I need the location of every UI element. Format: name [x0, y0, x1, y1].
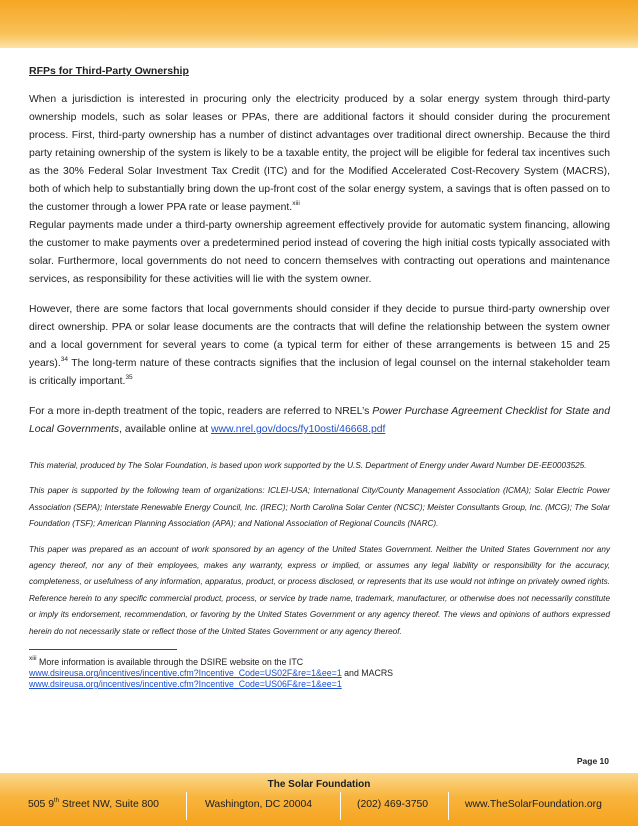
paragraph-2-text: Regular payments made under a third-party ownership agreement effectively provide for automatic system financing, allowing the customer to make payments over a predetermined period instead of covering the high initial costs typically associated with solar. Furthermore, local governments do not need to concern themselves with contracting out operations and maintenance services, as responsibility for these activities will lie with the system owner. [29, 220, 610, 285]
nrel-checklist-title: Power Purchase Agreement Checklist for State and Local Governments [29, 406, 610, 435]
page-number: Page 10 [576, 756, 609, 766]
disclaimer-government: This paper was prepared as an account of work sponsored by an agency of the United States Government. Neither the United States Government nor any agency thereof, nor any of their employees, makes any warranty, express or implied, or assumes any legal liability or responsibility for the accuracy, completeness, or usefulness of any information, apparatus, product, or process disclosed, or represents that its use would not infringe on privately owned rights. Reference herein to any specific commercial product, process, or service by trade name, trademark, manufacturer, or otherwise does not necessarily constitute or imply its endorsement, recommendation, or favoring by the United States Government or any agency thereof. The views and opinions of authors expressed herein do not necessarily state or reflect those of the United States Government or any agency thereof. [29, 544, 610, 636]
footnote-mid-text: and MACRS [341, 668, 394, 679]
footnote-marker: xiii [29, 655, 37, 663]
footnote-text: More information is available through the DSIRE website on the ITC [36, 657, 304, 668]
disclaimer-team: This paper is supported by the following team of organizations: ICLEI-USA; International City/County Management Association (ICMA); Solar Electric Power Association (SEPA); Interstate Renewable Energy Council, Inc. (IREC); North Carolina Solar Center (NCSC); Meister Consultants Group, Inc. (MCG); The Solar Foundation (TSF); American Planning Association (APA); and National Association of Regional Councils (NARC). [29, 486, 610, 529]
footer-address-suffix: th [54, 798, 60, 804]
footer-divider [186, 792, 187, 820]
dsire-macrs-link[interactable]: www.dsireusa.org/incentives/incentive.cfm?Incentive_Code=US06F&re=1&ee=1 [29, 679, 342, 690]
footnote-divider [29, 649, 177, 650]
footer-divider [448, 792, 449, 820]
paragraph-3 [29, 301, 610, 391]
footer-address [28, 799, 159, 810]
nrel-link[interactable]: www.nrel.gov/docs/fy10osti/46668.pdf [210, 424, 386, 435]
footer-city: Washington, DC 20004 [205, 799, 313, 810]
dsire-itc-link[interactable]: www.dsireusa.org/incentives/incentive.cfm?Incentive_Code=US02F&re=1&ee=1 [29, 668, 342, 679]
footer-address-street: Street NW, Suite 800 [59, 799, 159, 810]
disclaimer-funding: This material, produced by The Solar Foundation, is based upon work supported by the U.S. Department of Energy under Award Number DE-EE0003525. [29, 461, 587, 470]
footer-address-number: 505 9 [28, 799, 55, 810]
page-content [29, 64, 610, 690]
footer-org-name: The Solar Foundation [267, 779, 371, 790]
paragraph-1-text: When a jurisdiction is interested in procuring only the electricity produced by a solar energy system through third-party ownership models, such as solar leases or PPAs, there are additional factors it should consider during the procurement process. First, third-party ownership has a number of distinct advantages over traditional direct ownership. Because the third party retaining ownership of the system is likely to be a taxable entity, the project will be eligible for federal tax incentives such as the 30% Federal Solar Investment Tax Credit (ITC) and for the Modified Accelerated Cost-Recovery System (MACRS), both of which help to substantially bring down the up-front cost of the solar energy system, a savings that is often passed on to the customer through a lower PPA rate or lease payment. [29, 94, 610, 213]
footer-website[interactable]: www.TheSolarFoundation.org [465, 799, 602, 810]
paragraph-4 [29, 403, 610, 439]
paragraph-3-text-b: The long-term nature of these contracts signifies that the inclusion of legal counsel on the internal stakeholder team is critically important. [29, 358, 610, 387]
section-heading: RFPs for Third-Party Ownership [29, 65, 189, 77]
footnote-xiii [29, 657, 610, 690]
paragraph-4-text-b: , available online at [119, 424, 211, 435]
endnote-ref-xiii[interactable]: xiii [292, 200, 300, 207]
paragraph-4-text-a: For a more in-depth treatment of the topic, readers are referred to NREL’s [29, 406, 373, 417]
paragraph-1 [29, 91, 610, 289]
paragraph-3-text-a: However, there are some factors that local governments should consider if they decide to pursue third-party ownership over direct ownership. PPA or solar lease documents are the contracts that will define the relationship between the system owner and a local government for several years to come (a typical term for either of these arrangements is between 15 and 25 years). [29, 304, 610, 369]
endnote-ref-34[interactable]: 34 [60, 356, 68, 363]
header-band [0, 0, 638, 48]
endnote-ref-35[interactable]: 35 [125, 374, 133, 381]
footer-phone: (202) 469-3750 [357, 799, 429, 810]
footer-band [0, 773, 638, 826]
footer-divider [340, 792, 341, 820]
